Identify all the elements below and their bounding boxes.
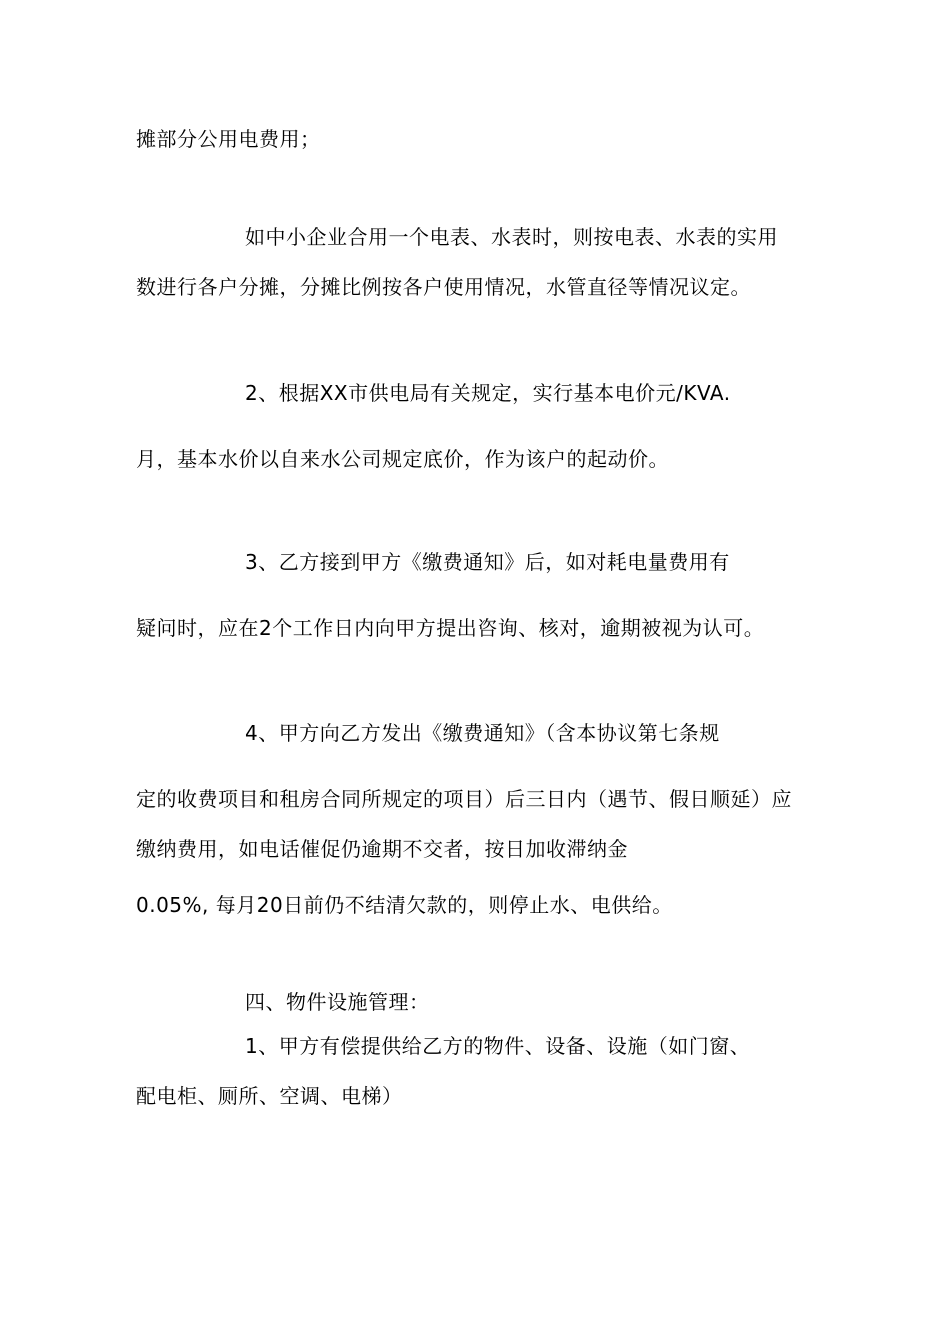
section-heading: 四、物件设施管理：: [245, 990, 430, 1014]
text-line-4: 2、根据XX市供电局有关规定，实行基本电价元/KVA.: [245, 381, 731, 405]
text-line-2: 如中小企业合用一个电表、水表时，则按电表、水表的实用: [245, 225, 778, 249]
text-line-5: 月，基本水价以自来水公司规定底价，作为该户的起动价。: [136, 447, 669, 471]
text-line-9: 定的收费项目和租房合同所规定的项目）后三日内（遇节、假日顺延）应: [136, 787, 792, 811]
text-line-3: 数进行各户分摊，分摊比例按各户使用情况，水管直径等情况议定。: [136, 275, 751, 299]
text-line-10: 缴纳费用，如电话催促仍逾期不交者，按日加收滞纳金: [136, 837, 628, 861]
text-line-8: 4、甲方向乙方发出《缴费通知》（含本协议第七条规: [245, 721, 720, 745]
text-line-13: 1、甲方有偿提供给乙方的物件、设备、设施（如门窗、: [245, 1034, 751, 1058]
text-line-7: 疑问时，应在2个工作日内向甲方提出咨询、核对，逾期被视为认可。: [136, 616, 765, 640]
text-line-6: 3、乙方接到甲方《缴费通知》后，如对耗电量费用有: [245, 550, 730, 574]
text-line-11: 0.05%, 每月20日前仍不结清欠款的，则停止水、电供给。: [136, 893, 673, 917]
text-line-1: 摊部分公用电费用；: [136, 127, 321, 151]
text-line-14: 配电柜、厕所、空调、电梯）: [136, 1084, 403, 1108]
